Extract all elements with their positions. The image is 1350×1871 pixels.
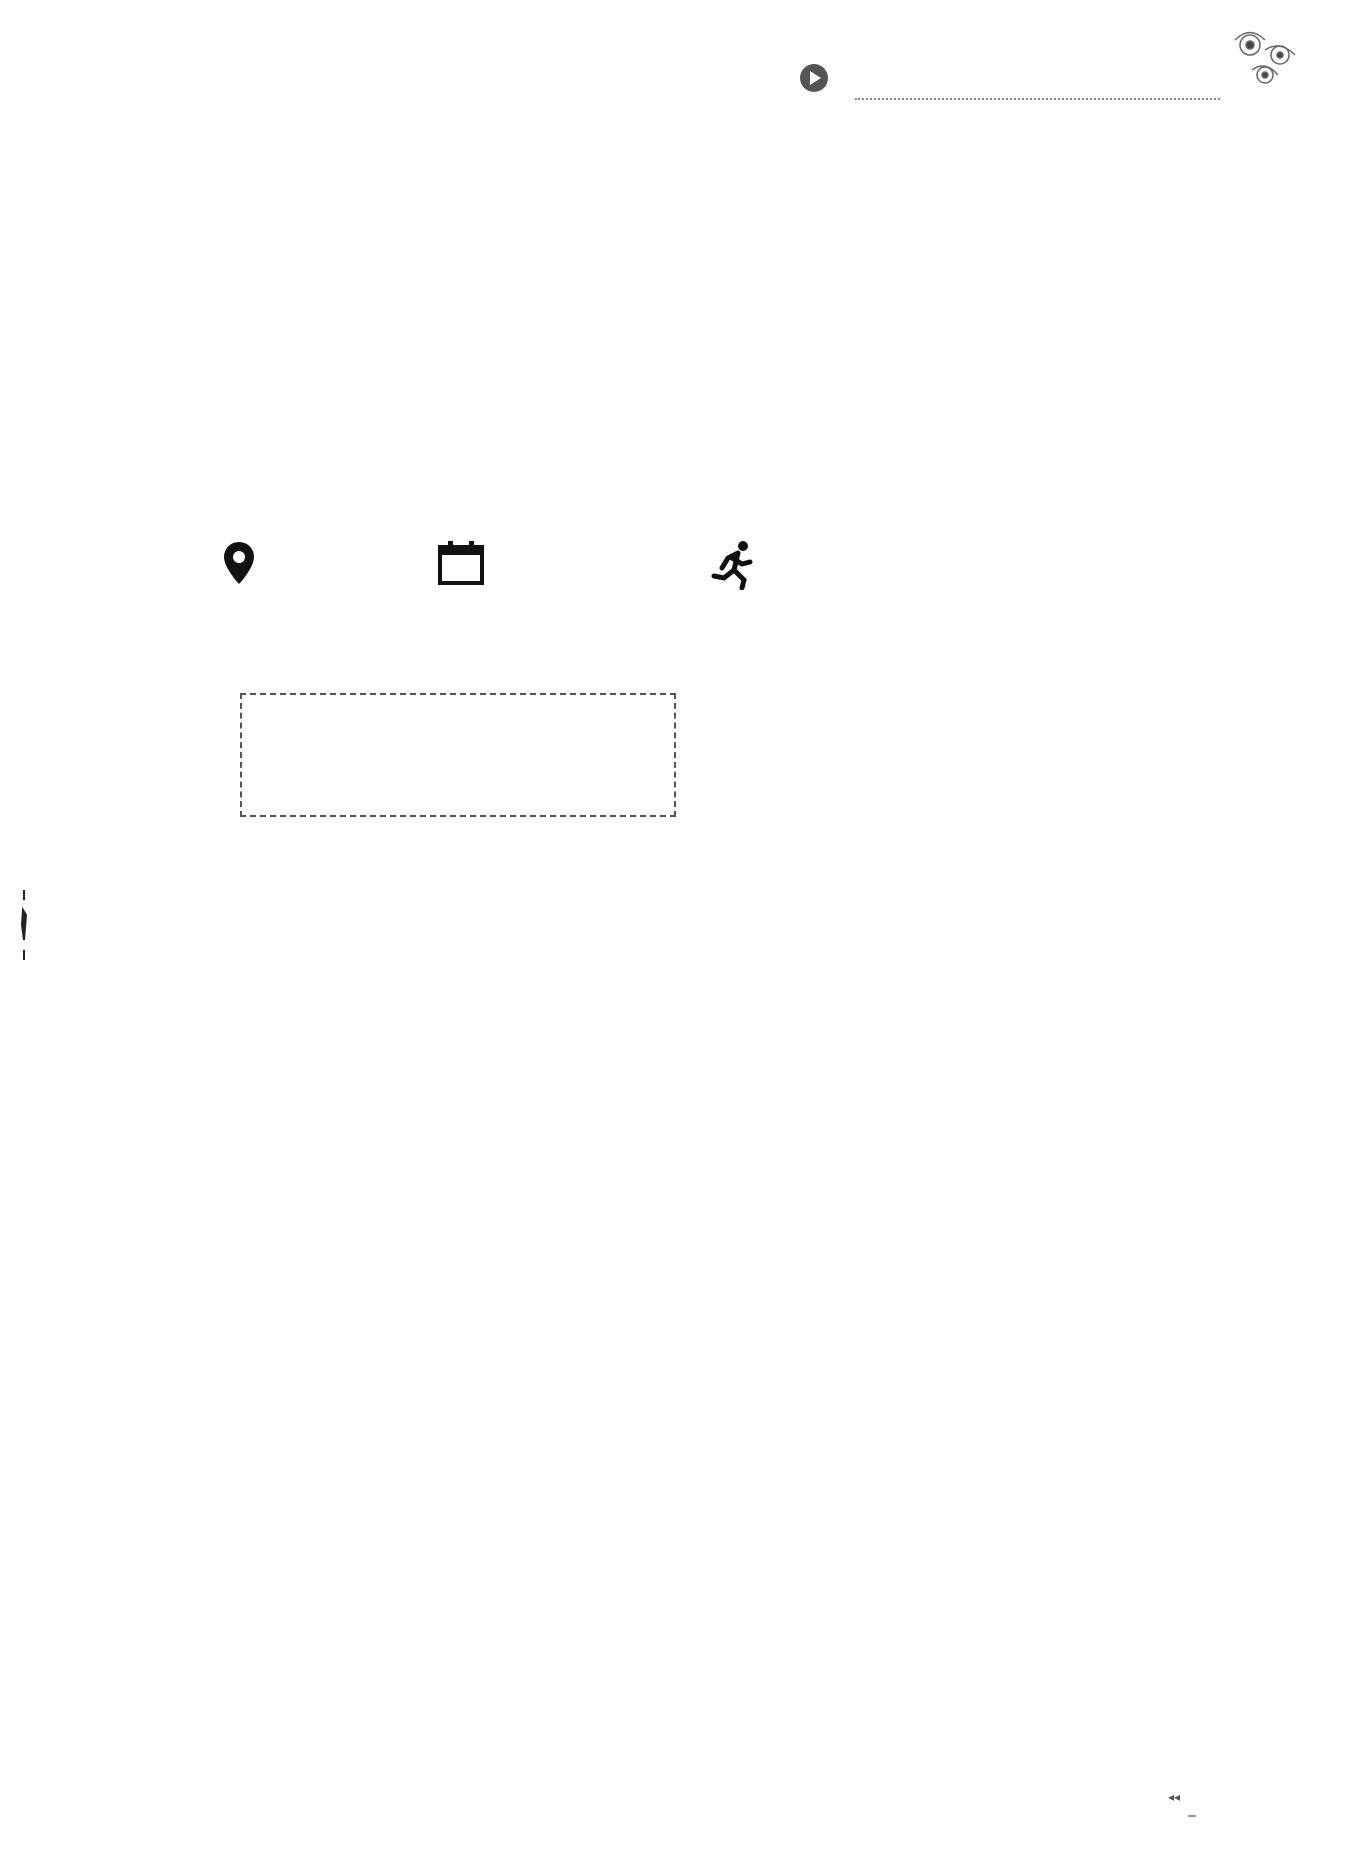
page-header [800, 58, 1220, 100]
footer-tag [1188, 1815, 1196, 1817]
event-info-row [222, 540, 1172, 590]
flower-decoration-icon [1220, 20, 1320, 100]
location-pin-icon [222, 540, 256, 586]
cloze-options [142, 135, 1242, 435]
margin-mark [20, 890, 28, 960]
page-arrow-icon: ◂◂ [1168, 1790, 1181, 1804]
fee-box [240, 693, 676, 817]
play-icon [800, 64, 828, 92]
calendar-icon [437, 540, 485, 586]
header-divider [855, 98, 1220, 100]
passage-b [0, 1208, 1350, 1768]
passage-a-questions [142, 885, 1242, 1185]
runner-icon [710, 540, 756, 590]
